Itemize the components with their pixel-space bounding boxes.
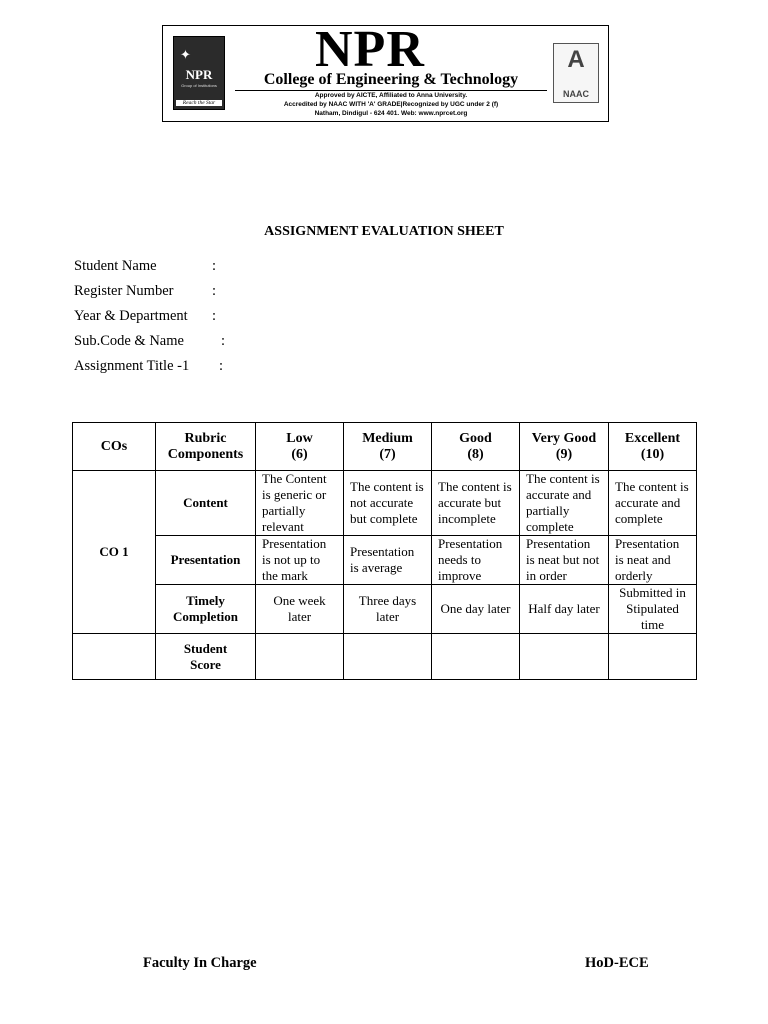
field-label: Sub.Code & Name xyxy=(74,333,184,349)
faculty-signature: Faculty In Charge xyxy=(143,955,257,971)
header-row xyxy=(73,423,697,471)
component-timely xyxy=(156,585,256,634)
address-line: Natham, Dindigul - 624 401. Web: www.nprcet.org xyxy=(314,110,468,117)
table-cell: Half day later xyxy=(520,585,609,634)
level-score: (7) xyxy=(379,446,396,462)
naac-label: NAAC xyxy=(563,89,589,99)
table-row-timely xyxy=(73,585,697,634)
table-cell: The Content is generic or partially relevant xyxy=(256,471,344,536)
score-cell[interactable] xyxy=(520,634,609,680)
star-icon: ✦ xyxy=(180,47,191,62)
table-cell: Submitted in Stipulated time xyxy=(609,585,697,634)
component-line2: Score xyxy=(190,656,221,672)
level-name: Low xyxy=(286,430,313,446)
table-cell: Presentation is not up to the mark xyxy=(256,536,344,585)
divider xyxy=(235,90,547,91)
co-spacer xyxy=(73,634,156,680)
co-label: CO 1 xyxy=(73,471,156,634)
level-score: (8) xyxy=(467,446,484,462)
score-cell[interactable] xyxy=(432,634,520,680)
field-colon: : xyxy=(221,333,226,349)
field-subcode-name xyxy=(74,333,226,350)
field-assignment-title xyxy=(74,358,224,375)
header-rubric xyxy=(156,423,256,471)
level-score: (6) xyxy=(291,446,308,462)
score-cell[interactable] xyxy=(344,634,432,680)
table-row-score xyxy=(73,634,697,680)
field-register-number xyxy=(74,283,217,300)
table-cell: One week later xyxy=(256,585,344,634)
table-cell: Presentation is neat and orderly xyxy=(609,536,697,585)
component-content: Content xyxy=(156,471,256,536)
hod-signature: HoD-ECE xyxy=(585,955,649,971)
component-line1: Student xyxy=(183,640,228,656)
rubric-table xyxy=(72,422,697,680)
field-colon: : xyxy=(212,258,217,274)
level-name: Very Good xyxy=(531,430,597,446)
table-cell: The content is not accurate but complete xyxy=(344,471,432,536)
component-presentation: Presentation xyxy=(156,536,256,585)
field-label: Register Number xyxy=(74,283,174,299)
component-score xyxy=(156,634,256,680)
naac-grade: A xyxy=(567,46,585,73)
field-label: Student Name xyxy=(74,258,157,274)
table-cell: One day later xyxy=(432,585,520,634)
score-cell[interactable] xyxy=(609,634,697,680)
table-cell: Presentation needs to improve xyxy=(432,536,520,585)
logo-text: NPR xyxy=(185,67,213,82)
level-name: Good xyxy=(459,430,492,446)
header-low xyxy=(256,423,344,471)
field-colon: : xyxy=(212,308,217,324)
table-cell: The content is accurate but incomplete xyxy=(432,471,520,536)
header-excellent xyxy=(609,423,697,471)
field-student-name xyxy=(74,258,217,275)
level-name: Medium xyxy=(362,430,413,446)
table-cell: The content is accurate and partially complete xyxy=(520,471,609,536)
table-cell: Presentation is average xyxy=(344,536,432,585)
field-label: Assignment Title -1 xyxy=(74,358,190,374)
naac-logo xyxy=(553,43,599,103)
npr-logo xyxy=(173,36,225,110)
field-year-department xyxy=(74,308,217,325)
table-row-presentation xyxy=(73,536,697,585)
score-cell[interactable] xyxy=(256,634,344,680)
level-name: Excellent xyxy=(624,430,681,446)
header-cos: COs xyxy=(73,423,156,471)
table-cell: Presentation is neat but not in order xyxy=(520,536,609,585)
header-rubric-line2: Components xyxy=(167,446,244,462)
table-cell: The content is accurate and complete xyxy=(609,471,697,536)
header-very-good xyxy=(520,423,609,471)
field-label: Year & Department xyxy=(74,308,188,324)
college-name: College of Engineering & Technology xyxy=(263,71,519,88)
institution-name: NPR xyxy=(315,21,425,78)
logo-group: Group of Institutions xyxy=(181,83,217,88)
component-line1: Timely xyxy=(186,593,225,608)
logo-tagline: Reach the Star xyxy=(176,100,222,106)
table-row-content xyxy=(73,471,697,536)
table-cell: Three days later xyxy=(344,585,432,634)
approval-line: Approved by AICTE, Affiliated to Anna University. xyxy=(314,92,468,99)
header-good xyxy=(432,423,520,471)
header-medium xyxy=(344,423,432,471)
field-colon: : xyxy=(219,358,224,374)
level-score: (9) xyxy=(555,446,573,462)
header-rubric-line1: Rubric xyxy=(184,430,227,446)
component-line2: Completion xyxy=(173,609,238,624)
field-colon: : xyxy=(212,283,217,299)
level-score: (10) xyxy=(640,446,665,462)
letterhead xyxy=(162,21,609,122)
accreditation-line: Accredited by NAAC WITH 'A' GRADE|Recognized by UGC under 2 (f) xyxy=(283,101,499,108)
page-title: ASSIGNMENT EVALUATION SHEET xyxy=(264,224,504,239)
